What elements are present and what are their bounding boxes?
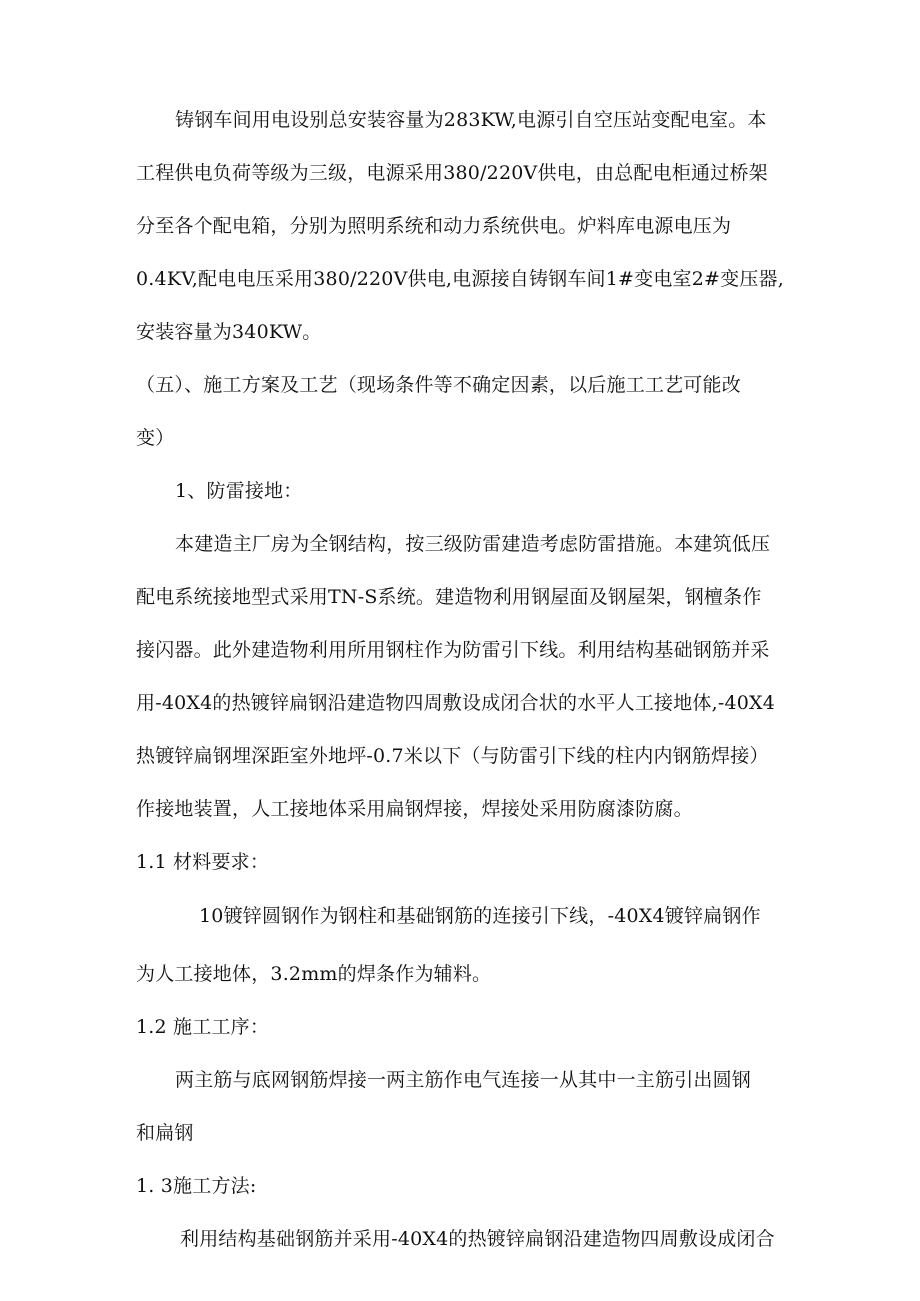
subsection-heading: 1.2 施工工序： <box>136 1016 270 1038</box>
paragraph-line: 接闪器。此外建造物利用所用钢柱作为防雷引下线。利用结构基础钢筋并采 <box>136 639 770 661</box>
paragraph-line: 安装容量为340KW。 <box>136 321 322 343</box>
paragraph-line: 为人工接地体，3.2mm的焊条作为辅料。 <box>136 963 492 985</box>
paragraph-line: 作接地装置，人工接地体采用扁钢焊接，焊接处采用防腐漆防腐。 <box>136 798 693 820</box>
paragraph-line: 配电系统接地型式采用TN-S系统。建造物利用钢屋面及钢屋架，钢檀条作 <box>136 586 762 608</box>
paragraph-line: 热镀锌扁钢埋深距室外地坪-0.7米以下（与防雷引下线的柱内内钢筋焊接） <box>136 745 769 767</box>
paragraph-line: 和扁钢 <box>136 1122 194 1144</box>
paragraph-line: 用-40X4的热镀锌扁钢沿建造物四周敷设成闭合状的水平人工接地体,-40X4 <box>136 692 776 714</box>
paragraph-line: 0.4KV,配电电压采用380/220V供电,电源接自铸钢车间1#变电室2#变压器, <box>136 268 784 290</box>
section-heading: 变） <box>136 427 175 449</box>
paragraph-line: 利用结构基础钢筋并采用-40X4的热镀锌扁钢沿建造物四周敷设成闭合 <box>180 1228 775 1250</box>
paragraph-line: 10镀锌圆钢作为钢柱和基础钢筋的连接引下线，-40X4镀锌扁钢作 <box>199 905 761 927</box>
paragraph-line: 铸钢车间用电设别总安装容量为283KW,电源引自空压站变配电室。本 <box>175 109 767 131</box>
paragraph-line: 本建造主厂房为全钢结构，按三级防雷建造考虑防雷措施。本建筑低压 <box>175 533 771 555</box>
paragraph-line: 分至各个配电箱，分别为照明系统和动力系统供电。炉料库电源电压为 <box>136 215 732 237</box>
subsection-heading: 1、防雷接地： <box>175 480 303 502</box>
subsection-heading: 1. 3施工方法: <box>136 1175 257 1197</box>
paragraph-line: 工程供电负荷等级为三级，电源采用380/220V供电，由总配电柜通过桥架 <box>136 162 768 184</box>
section-heading: （五）、施工方案及工艺（现场条件等不确定因素，以后施工工艺可能改 <box>136 374 741 396</box>
subsection-heading: 1.1 材料要求： <box>136 851 270 873</box>
paragraph-line: 两主筋与底网钢筋焊接一两主筋作电气连接一从其中一主筋引出圆钢 <box>175 1069 752 1091</box>
